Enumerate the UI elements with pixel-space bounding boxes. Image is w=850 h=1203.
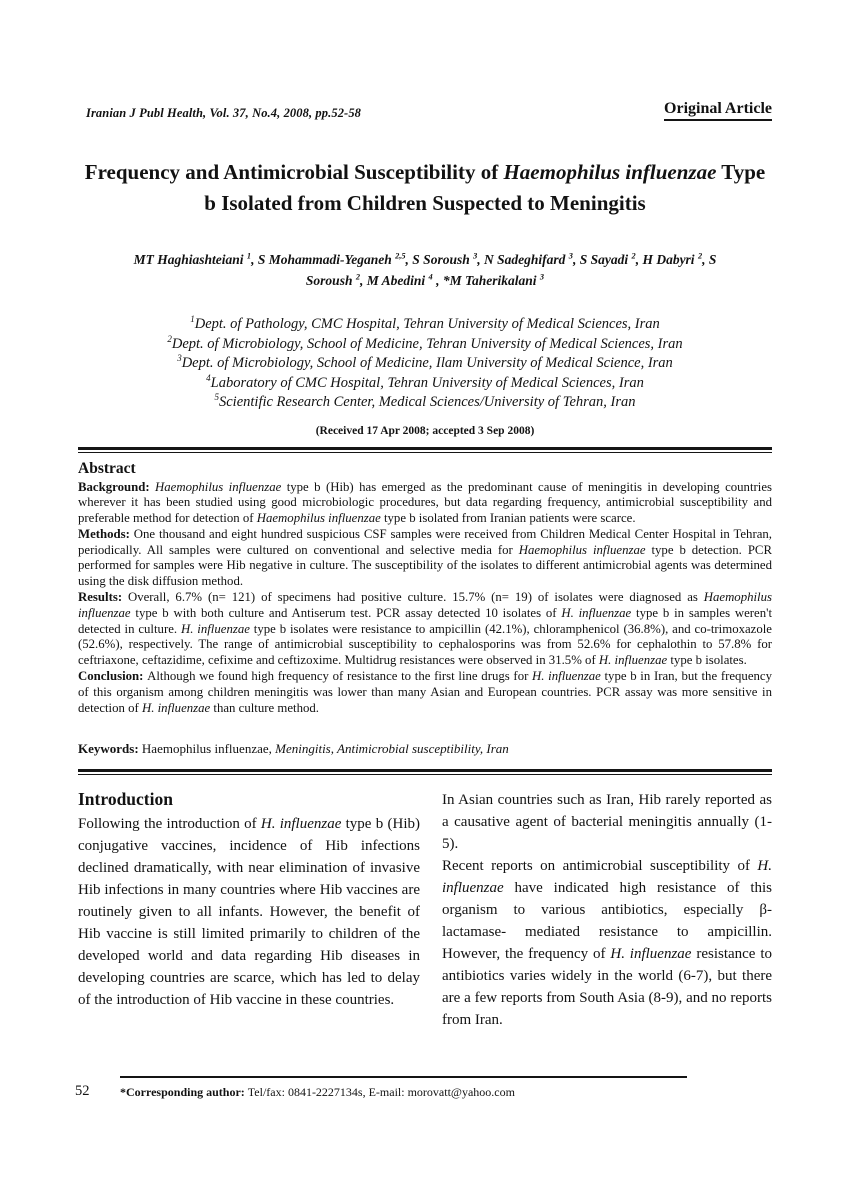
affiliation-line bbox=[78, 354, 772, 374]
text-segment: 4 bbox=[206, 372, 211, 383]
keywords-line bbox=[78, 741, 772, 757]
text-segment: 1 bbox=[246, 251, 252, 261]
affiliations-list bbox=[78, 315, 772, 413]
text-segment: H. influenzae bbox=[598, 653, 668, 668]
abstract-paragraph bbox=[78, 527, 772, 590]
text-segment: 5 bbox=[214, 392, 219, 403]
text-segment: Dept. of Microbiology, School of Medicine, Tehran University of Medical Sciences, Iran bbox=[171, 335, 683, 352]
text-segment: Haemophilus influenzae, bbox=[141, 741, 272, 757]
text-segment: Haemophilus influenzae bbox=[155, 479, 282, 494]
text-segment: Recent reports on antimicrobial susceptibility of bbox=[442, 858, 758, 875]
text-segment: , S Soroush bbox=[305, 252, 717, 288]
text-segment: type b isolates. bbox=[667, 653, 747, 668]
text-segment: One thousand and eight hundred suspicious CSF samples were received from Children Medical Center Hospital in Tehran, periodically. All samples were cultured on conventional and selective media for bbox=[78, 526, 772, 557]
text-segment: 2 bbox=[631, 251, 636, 261]
abstract-paragraph bbox=[78, 590, 772, 669]
text-segment: Haemophilus influenzae bbox=[503, 160, 717, 184]
text-segment: H. influenzae bbox=[610, 946, 692, 963]
text-segment: H. influenzae bbox=[561, 605, 632, 620]
text-segment: type b in Iran, but the frequency of this organism among children meningitis was lower than many Asian and European countries. PCR assay was more sensitive in detection of bbox=[78, 669, 772, 715]
text-segment: H. influenzae bbox=[442, 858, 772, 897]
text-segment: type b isolates were resistance to ampicillin (42.1%), chloramphenicol (36.8%), and co-trimoxazole (52.6%), respectively. The range of antimicrobial susceptibility to cephalosporins was from 52.6% for cephalothin to 57.8% for ceftriaxone, ceftazidime, cefixime and ceftizoxime. Multidrug resistances were observed in 31.5% of bbox=[78, 621, 772, 668]
text-segment: Haemophilus influenzae bbox=[518, 542, 646, 557]
text-segment: 3 bbox=[473, 251, 478, 261]
text-segment: H. influenzae bbox=[180, 621, 250, 636]
body-paragraph bbox=[78, 813, 420, 1011]
text-segment: 2,5 bbox=[395, 251, 406, 261]
text-segment: Meningitis, Antimicrobial susceptibility, Iran bbox=[271, 741, 509, 757]
received-accepted-line: (Received 17 Apr 2008; accepted 3 Sep 2008) bbox=[315, 424, 535, 437]
left-column-text bbox=[78, 813, 420, 1011]
text-segment: 3 bbox=[539, 272, 545, 282]
introduction-heading: Introduction bbox=[78, 789, 173, 810]
left-column bbox=[78, 789, 420, 1031]
abstract-heading: Abstract bbox=[78, 459, 136, 477]
text-segment: Dept. of Microbiology, School of Medicine, Ilam University of Medical Science, Iran bbox=[181, 355, 673, 371]
article-type-label: Original Article bbox=[664, 100, 772, 121]
text-segment: Although we found high frequency of resistance to the first line drugs for bbox=[147, 669, 533, 684]
text-segment: H. influenzae bbox=[532, 669, 601, 684]
text-segment: 4 bbox=[428, 272, 433, 282]
body-paragraph bbox=[442, 789, 772, 855]
page-content bbox=[78, 0, 772, 1031]
text-segment: Haemophilus influenzae bbox=[78, 590, 772, 620]
introduction-columns bbox=[78, 789, 772, 1031]
text-segment: 2 bbox=[697, 251, 703, 261]
text-segment: Following the introduction of bbox=[78, 816, 261, 833]
text-segment: , *M Taherikalani bbox=[432, 273, 540, 288]
text-segment: have indicated high resistance of this organism to various antibiotics, especially β-lactamase- mediated resistance to ampicillin. However, the frequency of bbox=[442, 880, 772, 963]
text-segment: 3 bbox=[568, 251, 573, 261]
text-segment: type b detection. PCR performed for samples were Hib negative in culture. The susceptibility of the isolates to different antimicrobial agents was determined using the disk diffusion method. bbox=[78, 542, 773, 589]
text-segment: type b isolated from Iranian patients were scarce. bbox=[380, 511, 636, 526]
affiliation-line bbox=[78, 393, 772, 413]
authors-line bbox=[120, 249, 730, 291]
text-segment: Tel/fax: 0841-2227134s, E-mail: morovatt@yahoo.com bbox=[247, 1085, 515, 1099]
right-column bbox=[442, 789, 772, 1031]
text-segment: , H Dabyri bbox=[635, 252, 698, 267]
text-segment: than culture method. bbox=[210, 700, 319, 715]
text-segment: , M Abedini bbox=[360, 273, 429, 288]
text-segment: Background: bbox=[78, 479, 156, 494]
article-title bbox=[78, 157, 772, 219]
text-segment: resistance to antibiotics varies widely in the world (6-7), but there are a few reports from South Asia (8-9), and no reports from Iran. bbox=[442, 946, 772, 1029]
page-number: 52 bbox=[75, 1083, 90, 1099]
page-footer bbox=[0, 1076, 850, 1116]
affiliation-line bbox=[78, 315, 772, 335]
corresponding-author-line bbox=[120, 1085, 515, 1100]
text-segment: Haemophilus influenzae bbox=[256, 511, 381, 526]
text-segment: , S Sayadi bbox=[572, 252, 632, 267]
text-segment: Methods: bbox=[78, 526, 134, 541]
text-segment: Laboratory of CMC Hospital, Tehran University of Medical Sciences, Iran bbox=[210, 374, 644, 391]
abstract-body bbox=[78, 480, 772, 717]
text-segment: , S Soroush bbox=[405, 252, 474, 267]
affiliation-line bbox=[78, 374, 772, 394]
text-segment: Scientific Research Center, Medical Sciences/University of Tehran, Iran bbox=[218, 394, 636, 410]
text-segment: Overall, 6.7% (n= 121) of specimens had positive culture. 15.7% (n= 19) of isolates were diagnosed as bbox=[127, 590, 704, 605]
text-segment: Dept. of Pathology, CMC Hospital, Tehran University of Medical Sciences, Iran bbox=[194, 316, 660, 332]
text-segment: 2 bbox=[167, 333, 172, 344]
text-segment: Type b Isolated from Children Suspected to Meningitis bbox=[204, 160, 766, 215]
text-segment: Conclusion: bbox=[78, 669, 148, 684]
footer-rule bbox=[120, 1076, 687, 1078]
text-segment: type b (Hib) conjugative vaccines, incidence of Hib infections declined dramatically, with near elimination of invasive Hib infections in many countries where Hib vaccines are routinely given to all infants. However, the benefit of Hib vaccine is still limited primarily to children of the developed world and data regarding Hib diseases in developing countries are scarce, which has led to delay of the introduction of Hib vaccine in these countries. bbox=[78, 816, 420, 1009]
text-segment: 3 bbox=[177, 353, 182, 364]
page-header bbox=[78, 100, 772, 121]
text-segment: , N Sadeghifard bbox=[477, 252, 569, 267]
text-segment: , S Mohammadi-Yeganeh bbox=[251, 252, 396, 267]
body-paragraph bbox=[442, 855, 772, 1031]
text-segment: Results: bbox=[78, 590, 128, 605]
text-segment: H. influenzae bbox=[141, 700, 211, 715]
text-segment: type b (Hib) has emerged as the predominant cause of meningitis in developing countries wherever it has been studied using good microbiologic procedures, but data regarding frequency, antimicrobial susceptibility and preferable method for detection of bbox=[78, 479, 772, 526]
text-segment: 1 bbox=[190, 314, 195, 325]
text-segment: 2 bbox=[355, 272, 361, 282]
abstract-paragraph bbox=[78, 480, 772, 527]
journal-citation: Iranian J Publ Health, Vol. 37, No.4, 2008, pp.52-58 bbox=[86, 106, 362, 120]
right-column-text bbox=[442, 789, 772, 1031]
separator-rule-keywords bbox=[78, 769, 772, 775]
text-segment: Keywords: bbox=[78, 741, 142, 757]
separator-rule-top bbox=[78, 447, 772, 453]
text-segment: Frequency and Antimicrobial Susceptibility of bbox=[84, 160, 504, 184]
text-segment: In Asian countries such as Iran, Hib rarely reported as a causative agent of bacterial meningitis annually (1-5). bbox=[442, 792, 772, 853]
abstract-paragraph bbox=[78, 669, 772, 716]
text-segment: H. influenzae bbox=[260, 816, 342, 833]
text-segment: type b in samples weren't detected in culture. bbox=[78, 605, 772, 636]
text-segment: MT Haghiashteiani bbox=[133, 252, 247, 267]
affiliation-line bbox=[78, 335, 772, 355]
text-segment: type b with both culture and Antiserum test. PCR assay detected 10 isolates of bbox=[130, 605, 562, 620]
text-segment: *Corresponding author: bbox=[120, 1085, 248, 1099]
